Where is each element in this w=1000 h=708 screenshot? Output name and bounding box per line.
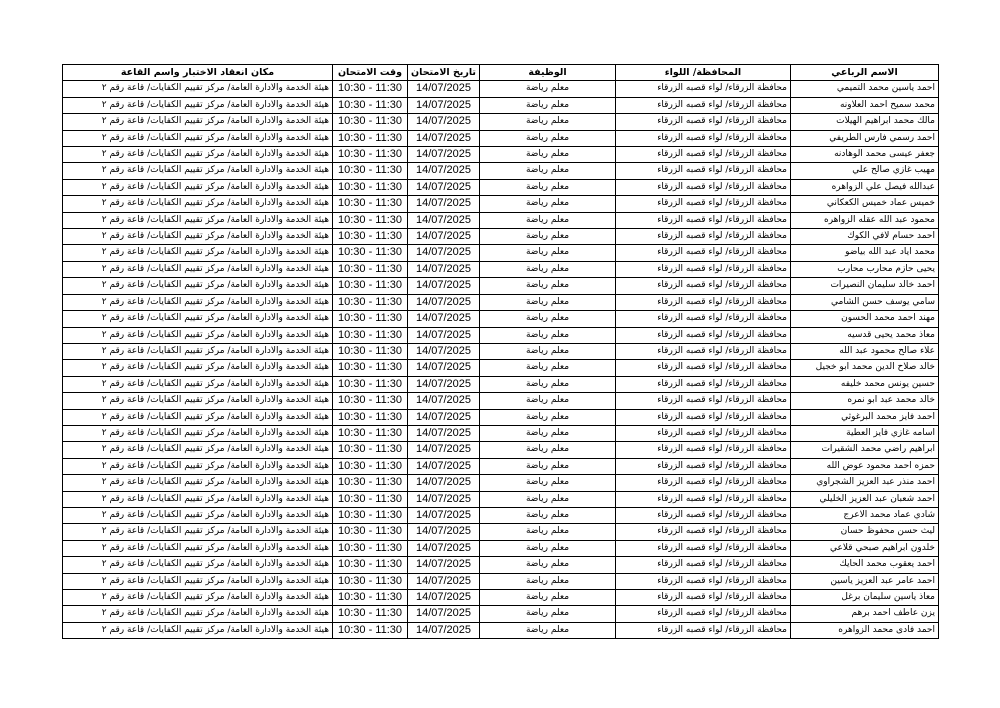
cell-full-name: خميس عماد خميس الكعكاني xyxy=(791,196,939,212)
cell-venue: هيئة الخدمة والادارة العامة/ مركز تقييم الكفايات/ قاعة رقم ٢ xyxy=(63,311,333,327)
table-body xyxy=(63,81,939,639)
cell-venue: هيئة الخدمة والادارة العامة/ مركز تقييم الكفايات/ قاعة رقم ٢ xyxy=(63,540,333,556)
cell-job: معلم رياضة xyxy=(480,294,616,310)
cell-governorate: محافظة الزرقاء/ لواء قصبه الزرقاء xyxy=(616,376,791,392)
cell-exam-time: 10:30 - 11:30 xyxy=(333,163,408,179)
table-row xyxy=(63,409,939,425)
cell-exam-time: 10:30 - 11:30 xyxy=(333,261,408,277)
cell-exam-time: 10:30 - 11:30 xyxy=(333,507,408,523)
cell-exam-time: 10:30 - 11:30 xyxy=(333,376,408,392)
cell-full-name: معاذ محمد يحيى قدسيه xyxy=(791,327,939,343)
cell-exam-time: 10:30 - 11:30 xyxy=(333,294,408,310)
cell-venue: هيئة الخدمة والادارة العامة/ مركز تقييم الكفايات/ قاعة رقم ٢ xyxy=(63,343,333,359)
table-row xyxy=(63,376,939,392)
cell-venue: هيئة الخدمة والادارة العامة/ مركز تقييم الكفايات/ قاعة رقم ٢ xyxy=(63,573,333,589)
cell-job: معلم رياضة xyxy=(480,540,616,556)
cell-venue: هيئة الخدمة والادارة العامة/ مركز تقييم الكفايات/ قاعة رقم ٢ xyxy=(63,327,333,343)
cell-exam-time: 10:30 - 11:30 xyxy=(333,442,408,458)
cell-venue: هيئة الخدمة والادارة العامة/ مركز تقييم الكفايات/ قاعة رقم ٢ xyxy=(63,81,333,97)
table-row xyxy=(63,327,939,343)
cell-job: معلم رياضة xyxy=(480,360,616,376)
cell-job: معلم رياضة xyxy=(480,311,616,327)
cell-venue: هيئة الخدمة والادارة العامة/ مركز تقييم الكفايات/ قاعة رقم ٢ xyxy=(63,425,333,441)
cell-full-name: خلدون ابراهيم صبحي قلاعي xyxy=(791,540,939,556)
cell-exam-date: 14/07/2025 xyxy=(408,573,480,589)
cell-exam-time: 10:30 - 11:30 xyxy=(333,622,408,638)
cell-governorate: محافظة الزرقاء/ لواء قصبه الزرقاء xyxy=(616,81,791,97)
cell-venue: هيئة الخدمة والادارة العامة/ مركز تقييم الكفايات/ قاعة رقم ٢ xyxy=(63,360,333,376)
table-row xyxy=(63,163,939,179)
header-time: وقت الامتحان xyxy=(333,65,408,81)
cell-exam-date: 14/07/2025 xyxy=(408,507,480,523)
header-full-name: الاسم الرباعي xyxy=(791,65,939,81)
cell-governorate: محافظة الزرقاء/ لواء قصبه الزرقاء xyxy=(616,147,791,163)
table-row xyxy=(63,294,939,310)
cell-job: معلم رياضة xyxy=(480,212,616,228)
cell-venue: هيئة الخدمة والادارة العامة/ مركز تقييم الكفايات/ قاعة رقم ٢ xyxy=(63,294,333,310)
table-row xyxy=(63,573,939,589)
cell-venue: هيئة الخدمة والادارة العامة/ مركز تقييم الكفايات/ قاعة رقم ٢ xyxy=(63,196,333,212)
cell-governorate: محافظة الزرقاء/ لواء قصبه الزرقاء xyxy=(616,442,791,458)
cell-governorate: محافظة الزرقاء/ لواء قصبه الزرقاء xyxy=(616,163,791,179)
cell-full-name: محمد اياد عبد الله بياضو xyxy=(791,245,939,261)
cell-full-name: احمد يعقوب محمد الحايك xyxy=(791,557,939,573)
cell-exam-time: 10:30 - 11:30 xyxy=(333,229,408,245)
cell-exam-time: 10:30 - 11:30 xyxy=(333,409,408,425)
header-venue: مكان انعقاد الاختبار واسم القاعة xyxy=(63,65,333,81)
cell-governorate: محافظة الزرقاء/ لواء قصبه الزرقاء xyxy=(616,130,791,146)
cell-venue: هيئة الخدمة والادارة العامة/ مركز تقييم الكفايات/ قاعة رقم ٢ xyxy=(63,245,333,261)
table-row xyxy=(63,212,939,228)
table-row xyxy=(63,393,939,409)
cell-exam-time: 10:30 - 11:30 xyxy=(333,97,408,113)
cell-exam-date: 14/07/2025 xyxy=(408,229,480,245)
cell-exam-date: 14/07/2025 xyxy=(408,294,480,310)
cell-full-name: معاذ ياسين سليمان برغل xyxy=(791,590,939,606)
cell-exam-time: 10:30 - 11:30 xyxy=(333,393,408,409)
cell-venue: هيئة الخدمة والادارة العامة/ مركز تقييم الكفايات/ قاعة رقم ٢ xyxy=(63,393,333,409)
table-row xyxy=(63,606,939,622)
cell-venue: هيئة الخدمة والادارة العامة/ مركز تقييم الكفايات/ قاعة رقم ٢ xyxy=(63,278,333,294)
cell-governorate: محافظة الزرقاء/ لواء قصبه الزرقاء xyxy=(616,573,791,589)
cell-job: معلم رياضة xyxy=(480,278,616,294)
cell-exam-time: 10:30 - 11:30 xyxy=(333,212,408,228)
cell-governorate: محافظة الزرقاء/ لواء قصبه الزرقاء xyxy=(616,278,791,294)
cell-full-name: احمد خالد سليمان النصيرات xyxy=(791,278,939,294)
cell-governorate: محافظة الزرقاء/ لواء قصبه الزرقاء xyxy=(616,343,791,359)
cell-governorate: محافظة الزرقاء/ لواء قصبه الزرقاء xyxy=(616,606,791,622)
cell-exam-date: 14/07/2025 xyxy=(408,311,480,327)
cell-job: معلم رياضة xyxy=(480,130,616,146)
cell-exam-date: 14/07/2025 xyxy=(408,278,480,294)
cell-governorate: محافظة الزرقاء/ لواء قصبه الزرقاء xyxy=(616,114,791,130)
cell-exam-time: 10:30 - 11:30 xyxy=(333,81,408,97)
cell-exam-date: 14/07/2025 xyxy=(408,130,480,146)
cell-job: معلم رياضة xyxy=(480,163,616,179)
cell-full-name: احمد شعبان عبد العزيز الخليلي xyxy=(791,491,939,507)
table-row xyxy=(63,442,939,458)
table-row xyxy=(63,507,939,523)
cell-exam-time: 10:30 - 11:30 xyxy=(333,360,408,376)
cell-full-name: خالد محمد عبد ابو نمره xyxy=(791,393,939,409)
exam-schedule-table xyxy=(62,64,939,639)
cell-exam-time: 10:30 - 11:30 xyxy=(333,196,408,212)
cell-governorate: محافظة الزرقاء/ لواء قصبه الزرقاء xyxy=(616,179,791,195)
table-row xyxy=(63,245,939,261)
cell-exam-date: 14/07/2025 xyxy=(408,524,480,540)
cell-full-name: اسامه غازي فايز العطية xyxy=(791,425,939,441)
cell-exam-date: 14/07/2025 xyxy=(408,343,480,359)
cell-exam-time: 10:30 - 11:30 xyxy=(333,147,408,163)
cell-exam-time: 10:30 - 11:30 xyxy=(333,475,408,491)
cell-exam-date: 14/07/2025 xyxy=(408,212,480,228)
cell-exam-date: 14/07/2025 xyxy=(408,475,480,491)
cell-exam-date: 14/07/2025 xyxy=(408,557,480,573)
cell-venue: هيئة الخدمة والادارة العامة/ مركز تقييم الكفايات/ قاعة رقم ٢ xyxy=(63,622,333,638)
cell-venue: هيئة الخدمة والادارة العامة/ مركز تقييم الكفايات/ قاعة رقم ٢ xyxy=(63,261,333,277)
cell-exam-date: 14/07/2025 xyxy=(408,114,480,130)
cell-full-name: احمد فايز محمد البرغوثي xyxy=(791,409,939,425)
cell-full-name: جعفر عيسى محمد الوهادنه xyxy=(791,147,939,163)
cell-governorate: محافظة الزرقاء/ لواء قصبه الزرقاء xyxy=(616,196,791,212)
cell-exam-time: 10:30 - 11:30 xyxy=(333,425,408,441)
cell-governorate: محافظة الزرقاء/ لواء قصبه الزرقاء xyxy=(616,393,791,409)
cell-venue: هيئة الخدمة والادارة العامة/ مركز تقييم الكفايات/ قاعة رقم ٢ xyxy=(63,590,333,606)
cell-exam-time: 10:30 - 11:30 xyxy=(333,573,408,589)
cell-governorate: محافظة الزرقاء/ لواء قصبه الزرقاء xyxy=(616,245,791,261)
table-row xyxy=(63,590,939,606)
cell-exam-time: 10:30 - 11:30 xyxy=(333,491,408,507)
cell-job: معلم رياضة xyxy=(480,343,616,359)
cell-governorate: محافظة الزرقاء/ لواء قصبه الزرقاء xyxy=(616,360,791,376)
cell-venue: هيئة الخدمة والادارة العامة/ مركز تقييم الكفايات/ قاعة رقم ٢ xyxy=(63,409,333,425)
cell-job: معلم رياضة xyxy=(480,114,616,130)
cell-exam-date: 14/07/2025 xyxy=(408,540,480,556)
cell-full-name: عبدالله فيصل علي الزواهره xyxy=(791,179,939,195)
table-row xyxy=(63,229,939,245)
table-row xyxy=(63,114,939,130)
cell-job: معلم رياضة xyxy=(480,393,616,409)
cell-governorate: محافظة الزرقاء/ لواء قصبه الزرقاء xyxy=(616,311,791,327)
cell-full-name: ابراهيم راضي محمد الشقيرات xyxy=(791,442,939,458)
table-header-row xyxy=(63,65,939,81)
table-row xyxy=(63,622,939,638)
cell-exam-time: 10:30 - 11:30 xyxy=(333,278,408,294)
table-row xyxy=(63,147,939,163)
cell-full-name: مهند احمد محمد الحسون xyxy=(791,311,939,327)
cell-full-name: شادي عماد محمد الاعرج xyxy=(791,507,939,523)
cell-exam-date: 14/07/2025 xyxy=(408,376,480,392)
cell-exam-date: 14/07/2025 xyxy=(408,327,480,343)
cell-governorate: محافظة الزرقاء/ لواء قصبه الزرقاء xyxy=(616,212,791,228)
cell-exam-date: 14/07/2025 xyxy=(408,409,480,425)
cell-venue: هيئة الخدمة والادارة العامة/ مركز تقييم الكفايات/ قاعة رقم ٢ xyxy=(63,475,333,491)
table-row xyxy=(63,557,939,573)
cell-governorate: محافظة الزرقاء/ لواء قصبه الزرقاء xyxy=(616,294,791,310)
table-row xyxy=(63,196,939,212)
cell-exam-date: 14/07/2025 xyxy=(408,261,480,277)
cell-full-name: حسين يونس محمد خليفه xyxy=(791,376,939,392)
cell-exam-date: 14/07/2025 xyxy=(408,491,480,507)
cell-job: معلم رياضة xyxy=(480,327,616,343)
table-row xyxy=(63,311,939,327)
cell-exam-date: 14/07/2025 xyxy=(408,622,480,638)
table-row xyxy=(63,458,939,474)
cell-job: معلم رياضة xyxy=(480,196,616,212)
table-row xyxy=(63,491,939,507)
cell-venue: هيئة الخدمة والادارة العامة/ مركز تقييم الكفايات/ قاعة رقم ٢ xyxy=(63,163,333,179)
cell-exam-time: 10:30 - 11:30 xyxy=(333,327,408,343)
cell-governorate: محافظة الزرقاء/ لواء قصبه الزرقاء xyxy=(616,557,791,573)
cell-exam-date: 14/07/2025 xyxy=(408,458,480,474)
cell-job: معلم رياضة xyxy=(480,376,616,392)
cell-exam-time: 10:30 - 11:30 xyxy=(333,245,408,261)
cell-full-name: سامي يوسف حسن الشامي xyxy=(791,294,939,310)
cell-venue: هيئة الخدمة والادارة العامة/ مركز تقييم الكفايات/ قاعة رقم ٢ xyxy=(63,442,333,458)
cell-full-name: يحيى حازم محارب محارب xyxy=(791,261,939,277)
cell-venue: هيئة الخدمة والادارة العامة/ مركز تقييم الكفايات/ قاعة رقم ٢ xyxy=(63,97,333,113)
cell-full-name: علاء صالح محمود عبد الله xyxy=(791,343,939,359)
cell-exam-time: 10:30 - 11:30 xyxy=(333,540,408,556)
cell-exam-time: 10:30 - 11:30 xyxy=(333,311,408,327)
cell-job: معلم رياضة xyxy=(480,147,616,163)
cell-full-name: مهيب غازي صالح علي xyxy=(791,163,939,179)
cell-full-name: احمد حسام لافي الكوك xyxy=(791,229,939,245)
cell-governorate: محافظة الزرقاء/ لواء قصبه الزرقاء xyxy=(616,524,791,540)
cell-governorate: محافظة الزرقاء/ لواء قصبه الزرقاء xyxy=(616,622,791,638)
cell-job: معلم رياضة xyxy=(480,97,616,113)
table-row xyxy=(63,97,939,113)
cell-exam-time: 10:30 - 11:30 xyxy=(333,179,408,195)
cell-job: معلم رياضة xyxy=(480,261,616,277)
cell-job: معلم رياضة xyxy=(480,229,616,245)
cell-exam-date: 14/07/2025 xyxy=(408,425,480,441)
cell-full-name: يزن عاطف احمد برهم xyxy=(791,606,939,622)
cell-exam-date: 14/07/2025 xyxy=(408,179,480,195)
cell-full-name: خالد صلاح الدين محمد ابو خجيل xyxy=(791,360,939,376)
cell-job: معلم رياضة xyxy=(480,606,616,622)
cell-job: معلم رياضة xyxy=(480,81,616,97)
cell-exam-date: 14/07/2025 xyxy=(408,97,480,113)
cell-exam-time: 10:30 - 11:30 xyxy=(333,606,408,622)
cell-venue: هيئة الخدمة والادارة العامة/ مركز تقييم الكفايات/ قاعة رقم ٢ xyxy=(63,507,333,523)
cell-job: معلم رياضة xyxy=(480,524,616,540)
cell-job: معلم رياضة xyxy=(480,245,616,261)
cell-exam-date: 14/07/2025 xyxy=(408,163,480,179)
cell-governorate: محافظة الزرقاء/ لواء قصبه الزرقاء xyxy=(616,491,791,507)
cell-job: معلم رياضة xyxy=(480,425,616,441)
cell-governorate: محافظة الزرقاء/ لواء قصبه الزرقاء xyxy=(616,229,791,245)
cell-governorate: محافظة الزرقاء/ لواء قصبه الزرقاء xyxy=(616,458,791,474)
cell-exam-date: 14/07/2025 xyxy=(408,606,480,622)
cell-governorate: محافظة الزرقاء/ لواء قصبه الزرقاء xyxy=(616,540,791,556)
header-governorate: المحافظة/ اللواء xyxy=(616,65,791,81)
table-row xyxy=(63,360,939,376)
cell-exam-time: 10:30 - 11:30 xyxy=(333,590,408,606)
cell-job: معلم رياضة xyxy=(480,491,616,507)
cell-venue: هيئة الخدمة والادارة العامة/ مركز تقييم الكفايات/ قاعة رقم ٢ xyxy=(63,147,333,163)
cell-full-name: محمد سميح احمد العلاونه xyxy=(791,97,939,113)
header-date: تاريخ الامتحان xyxy=(408,65,480,81)
cell-venue: هيئة الخدمة والادارة العامة/ مركز تقييم الكفايات/ قاعة رقم ٢ xyxy=(63,114,333,130)
cell-job: معلم رياضة xyxy=(480,507,616,523)
cell-exam-time: 10:30 - 11:30 xyxy=(333,343,408,359)
cell-venue: هيئة الخدمة والادارة العامة/ مركز تقييم الكفايات/ قاعة رقم ٢ xyxy=(63,491,333,507)
cell-venue: هيئة الخدمة والادارة العامة/ مركز تقييم الكفايات/ قاعة رقم ٢ xyxy=(63,606,333,622)
cell-full-name: محمود عبد الله عقله الزواهره xyxy=(791,212,939,228)
cell-exam-date: 14/07/2025 xyxy=(408,360,480,376)
cell-job: معلم رياضة xyxy=(480,475,616,491)
cell-job: معلم رياضة xyxy=(480,590,616,606)
cell-exam-time: 10:30 - 11:30 xyxy=(333,114,408,130)
cell-governorate: محافظة الزرقاء/ لواء قصبه الزرقاء xyxy=(616,261,791,277)
cell-exam-date: 14/07/2025 xyxy=(408,393,480,409)
table-row xyxy=(63,278,939,294)
cell-full-name: احمد عامر عبد العزيز ياسين xyxy=(791,573,939,589)
cell-full-name: حمزه احمد محمود عوض الله xyxy=(791,458,939,474)
cell-full-name: ليث حسن محفوظ حسان xyxy=(791,524,939,540)
cell-governorate: محافظة الزرقاء/ لواء قصبه الزرقاء xyxy=(616,475,791,491)
cell-exam-date: 14/07/2025 xyxy=(408,442,480,458)
table-row xyxy=(63,540,939,556)
table-row xyxy=(63,179,939,195)
cell-job: معلم رياضة xyxy=(480,622,616,638)
cell-exam-time: 10:30 - 11:30 xyxy=(333,130,408,146)
table-row xyxy=(63,524,939,540)
table-row xyxy=(63,261,939,277)
cell-exam-time: 10:30 - 11:30 xyxy=(333,557,408,573)
cell-job: معلم رياضة xyxy=(480,409,616,425)
cell-governorate: محافظة الزرقاء/ لواء قصبه الزرقاء xyxy=(616,97,791,113)
cell-venue: هيئة الخدمة والادارة العامة/ مركز تقييم الكفايات/ قاعة رقم ٢ xyxy=(63,557,333,573)
cell-venue: هيئة الخدمة والادارة العامة/ مركز تقييم الكفايات/ قاعة رقم ٢ xyxy=(63,229,333,245)
table-row xyxy=(63,343,939,359)
cell-exam-date: 14/07/2025 xyxy=(408,245,480,261)
cell-venue: هيئة الخدمة والادارة العامة/ مركز تقييم الكفايات/ قاعة رقم ٢ xyxy=(63,130,333,146)
cell-governorate: محافظة الزرقاء/ لواء قصبه الزرقاء xyxy=(616,425,791,441)
cell-venue: هيئة الخدمة والادارة العامة/ مركز تقييم الكفايات/ قاعة رقم ٢ xyxy=(63,458,333,474)
cell-venue: هيئة الخدمة والادارة العامة/ مركز تقييم الكفايات/ قاعة رقم ٢ xyxy=(63,524,333,540)
cell-governorate: محافظة الزرقاء/ لواء قصبه الزرقاء xyxy=(616,590,791,606)
cell-governorate: محافظة الزرقاء/ لواء قصبه الزرقاء xyxy=(616,409,791,425)
cell-exam-date: 14/07/2025 xyxy=(408,147,480,163)
table-row xyxy=(63,425,939,441)
table-row xyxy=(63,475,939,491)
cell-exam-date: 14/07/2025 xyxy=(408,81,480,97)
cell-full-name: احمد ياسين محمد التميمي xyxy=(791,81,939,97)
cell-job: معلم رياضة xyxy=(480,179,616,195)
cell-exam-date: 14/07/2025 xyxy=(408,196,480,212)
cell-full-name: احمد رسمي فارس الطريفي xyxy=(791,130,939,146)
cell-venue: هيئة الخدمة والادارة العامة/ مركز تقييم الكفايات/ قاعة رقم ٢ xyxy=(63,179,333,195)
cell-governorate: محافظة الزرقاء/ لواء قصبه الزرقاء xyxy=(616,327,791,343)
header-job: الوظيفة xyxy=(480,65,616,81)
exam-schedule-sheet xyxy=(62,64,939,639)
table-row xyxy=(63,130,939,146)
cell-exam-date: 14/07/2025 xyxy=(408,590,480,606)
table-row xyxy=(63,81,939,97)
cell-job: معلم رياضة xyxy=(480,557,616,573)
cell-job: معلم رياضة xyxy=(480,573,616,589)
cell-job: معلم رياضة xyxy=(480,442,616,458)
cell-full-name: احمد فادى محمد الزواهره xyxy=(791,622,939,638)
cell-job: معلم رياضة xyxy=(480,458,616,474)
cell-full-name: مالك محمد ابراهيم الهيلات xyxy=(791,114,939,130)
cell-exam-time: 10:30 - 11:30 xyxy=(333,524,408,540)
cell-exam-time: 10:30 - 11:30 xyxy=(333,458,408,474)
cell-venue: هيئة الخدمة والادارة العامة/ مركز تقييم الكفايات/ قاعة رقم ٢ xyxy=(63,376,333,392)
cell-governorate: محافظة الزرقاء/ لواء قصبه الزرقاء xyxy=(616,507,791,523)
cell-full-name: احمد منذر عبد العزيز الشجراوي xyxy=(791,475,939,491)
cell-venue: هيئة الخدمة والادارة العامة/ مركز تقييم الكفايات/ قاعة رقم ٢ xyxy=(63,212,333,228)
